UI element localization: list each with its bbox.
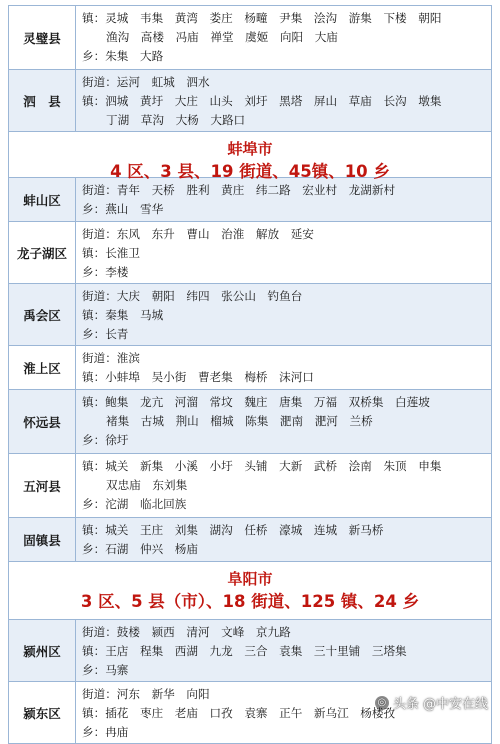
division-lines	[76, 518, 491, 561]
division-line: 镇：灵城 韦集 黄湾 娄庄 杨疃 尹集 浍沟 游集 下楼 朝阳	[82, 11, 442, 25]
division-line: 乡：沱湖 临北回族	[82, 497, 187, 511]
division-table	[8, 5, 492, 744]
division-line: 乡：李楼	[82, 265, 129, 279]
division-line: 街道：鼓楼 颍西 清河 文峰 京九路	[82, 625, 291, 639]
county-row	[8, 178, 492, 222]
county-row	[8, 682, 492, 744]
county-row	[8, 620, 492, 682]
county-name: 固镇县	[9, 518, 76, 561]
county-row	[8, 70, 492, 132]
division-line: 镇：小蚌埠 吴小街 曹老集 梅桥 沫河口	[82, 370, 314, 384]
division-lines	[76, 6, 491, 69]
division-lines	[76, 284, 491, 345]
division-line: 镇：泗城 黄圩 大庄 山头 刘圩 黑塔 屏山 草庙 长沟 墩集	[82, 94, 442, 108]
division-line: 街道：东风 东升 曹山 治淮 解放 延安	[82, 227, 314, 241]
county-row	[8, 390, 492, 454]
division-lines	[76, 390, 491, 453]
division-line: 褚集 古城 荆山 榴城 陈集 淝南 淝河 兰桥	[106, 414, 373, 428]
division-line: 镇：长淮卫	[82, 246, 140, 260]
toutiao-logo-icon: ◎	[375, 696, 389, 710]
division-line: 乡：长青	[82, 327, 129, 341]
city-title: 蚌埠市	[227, 140, 273, 158]
division-line: 街道：淮滨	[82, 351, 140, 365]
division-line: 街道：大庆 朝阳 纬四 张公山 钓鱼台	[82, 289, 303, 303]
division-line: 乡：冉庙	[82, 725, 129, 739]
county-name: 泗 县	[9, 70, 76, 131]
county-name: 怀远县	[9, 390, 76, 453]
county-row	[8, 222, 492, 284]
division-line: 街道：运河 虹城 泗水	[82, 75, 210, 89]
division-line: 街道：青年 天桥 胜利 黄庄 纬二路 宏业村 龙湖新村	[82, 183, 396, 197]
division-line: 镇：鲍集 龙亢 河溜 常坟 魏庄 唐集 万福 双桥集 白莲坡	[82, 395, 430, 409]
city-title: 阜阳市	[227, 570, 273, 588]
county-name: 颍东区	[9, 682, 76, 743]
county-row	[8, 284, 492, 346]
county-name: 龙子湖区	[9, 222, 76, 283]
division-line: 镇：插花 枣庄 老庙 口孜 袁寨 正午 新乌江 杨楼孜	[82, 706, 396, 720]
division-lines	[76, 620, 491, 681]
division-line: 镇：城关 新集 小溪 小圩 头铺 大新 武桥 浍南 朱顶 申集	[82, 459, 442, 473]
city-summary: 4 区、3 县、19 街道、45镇、10 乡	[110, 162, 390, 181]
county-name: 颍州区	[9, 620, 76, 681]
division-line: 丁湖 草沟 大杨 大路口	[106, 113, 246, 127]
division-line: 乡：石湖 仲兴 杨庙	[82, 542, 198, 556]
county-row	[8, 454, 492, 518]
city-header	[8, 562, 492, 620]
county-name: 五河县	[9, 454, 76, 517]
county-row	[8, 6, 492, 70]
watermark	[375, 693, 488, 712]
county-name: 禹会区	[9, 284, 76, 345]
county-name: 灵璧县	[9, 6, 76, 69]
division-line: 镇：秦集 马城	[82, 308, 164, 322]
county-name: 蚌山区	[9, 178, 76, 221]
division-lines	[76, 70, 491, 131]
division-line: 乡：徐圩	[82, 433, 129, 447]
division-line: 乡：朱集 大路	[82, 49, 164, 63]
division-lines	[76, 222, 491, 283]
division-lines	[76, 346, 491, 389]
division-line: 街道：河东 新华 向阳	[82, 687, 210, 701]
city-summary: 3 区、5 县（市）、18 街道、125 镇、24 乡	[80, 592, 420, 611]
division-line: 镇：王店 程集 西湖 九龙 三合 袁集 三十里铺 三塔集	[82, 644, 407, 658]
county-row	[8, 346, 492, 390]
division-lines	[76, 178, 491, 221]
county-row	[8, 518, 492, 562]
city-header	[8, 132, 492, 181]
watermark-text: 头条 @中安在线	[392, 697, 488, 712]
division-line: 乡：燕山 雪华	[82, 202, 164, 216]
division-lines	[76, 454, 491, 517]
division-line: 双忠庙 东刘集	[106, 478, 188, 492]
county-name: 淮上区	[9, 346, 76, 389]
division-lines	[76, 682, 491, 743]
division-line: 乡：马寨	[82, 663, 129, 677]
division-line: 镇：城关 王庄 刘集 湖沟 任桥 濠城 连城 新马桥	[82, 523, 384, 537]
division-line: 渔沟 高楼 冯庙 禅堂 虞姬 向阳 大庙	[106, 30, 338, 44]
